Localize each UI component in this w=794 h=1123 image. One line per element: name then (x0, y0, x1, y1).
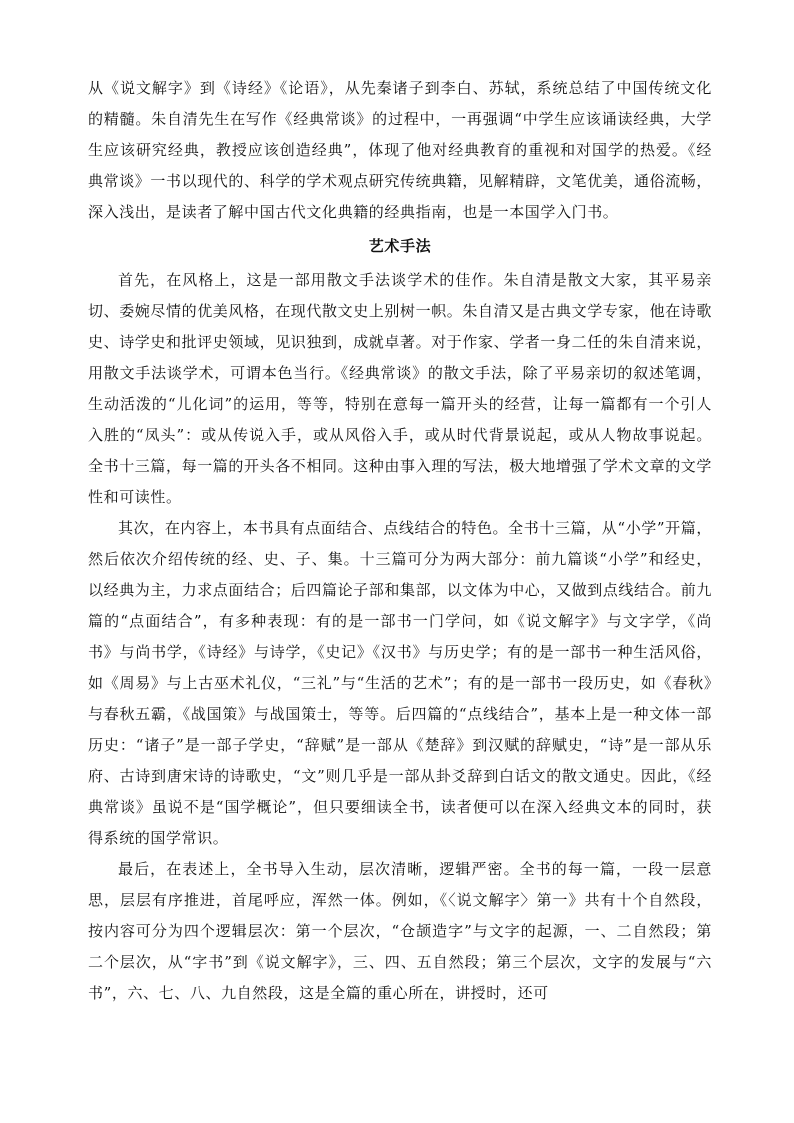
section-heading: 艺术手法 (368, 237, 432, 255)
body-paragraph-style: 首先，在风格上，这是一部用散文手法谈学术的佳作。朱自清是散文大家，其平易亲切、委婉尽情的优美风格，在现代散文史上别树一帜。朱自清又是古典文学专家，他在诗歌史、诗学史和批评史领域，见识独到，成就卓著。对于作家、学者一身二任的朱自清来说，用散文手法谈学术，可谓本色当行。《经典常谈》的散文手法，除了平易亲切的叙述笔调，生动活泼的“儿化词”的运用，等等，特别在意每一篇开头的经营，让每一篇都有一个引人入胜的“凤头”：或从传说入手，或从风俗入手，或从时代背景说起，或从人物故事说起。全书十三篇，每一篇的开头各不相同。这种由事入理的写法，极大地增强了学术文章的文学性和可读性。 (88, 271, 713, 506)
body-paragraph-content: 其次，在内容上，本书具有点面结合、点线结合的特色。全书十三篇，从“小学”开篇，然后依次介绍传统的经、史、子、集。十三篇可分为两大部分：前九篇谈“小学”和经史，以经典为主，力求点面结合；后四篇论子部和集部，以文体为中心，又做到点线结合。前九篇的“点面结合”，有多种表现：有的是一部书一门学问，如《说文解字》与文字学，《尚书》与尚书学，《诗经》与诗学，《史记》《汉书》与历史学；有的是一部书一种生活风俗，如《周易》与上古巫术礼仪，“三礼”与“生活的艺术”；有的是一部书一段历史，如《春秋》与春秋五霸，《战国策》与战国策士，等等。后四篇的“点线结合”，基本上是一种文体一部历史：“诸子”是一部子学史，“辞赋”是一部从《楚辞》到汉赋的辞赋史，“诗”是一部从乐府、古诗到唐宋诗的诗歌史，“文”则几乎是一部从卦爻辞到白话文的散文通史。因此，《经典常谈》虽说不是“国学概论”，但只要细读全书，读者便可以在深入经典文本的同时，获得系统的国学常识。 (88, 519, 713, 847)
intro-paragraph: 从《说文解字》到《诗经》《论语》，从先秦诸子到李白、苏轼，系统总结了中国传统文化的精髓。朱自清先生在写作《经典常谈》的过程中，一再强调“中学生应该诵读经典，大学生应该研究经典，教授应该创造经典”，体现了他对经典教育的重视和对国学的热爱。《经典常谈》一书以现代的、科学的学术观点研究传统典籍，见解精辟，文笔优美，通俗流畅，深入浅出，是读者了解中国古代文化典籍的经典指南，也是一本国学入门书。 (88, 79, 713, 221)
document-page (88, 73, 712, 1009)
body-paragraph-expression: 最后，在表述上，全书导入生动，层次清晰，逻辑严密。全书的每一篇，一段一层意思，层层有序推进，首尾呼应，浑然一体。例如，《〈说文解字〉第一》共有十个自然段，按内容可分为四个逻辑层次：第一个层次，“仓颉造字”与文字的起源，一、二自然段；第二个层次，从“字书”到《说文解字》，三、四、五自然段；第三个层次，文字的发展与“六书”，六、七、八、九自然段，这是全篇的重心所在，讲授时，还可 (88, 860, 712, 1002)
